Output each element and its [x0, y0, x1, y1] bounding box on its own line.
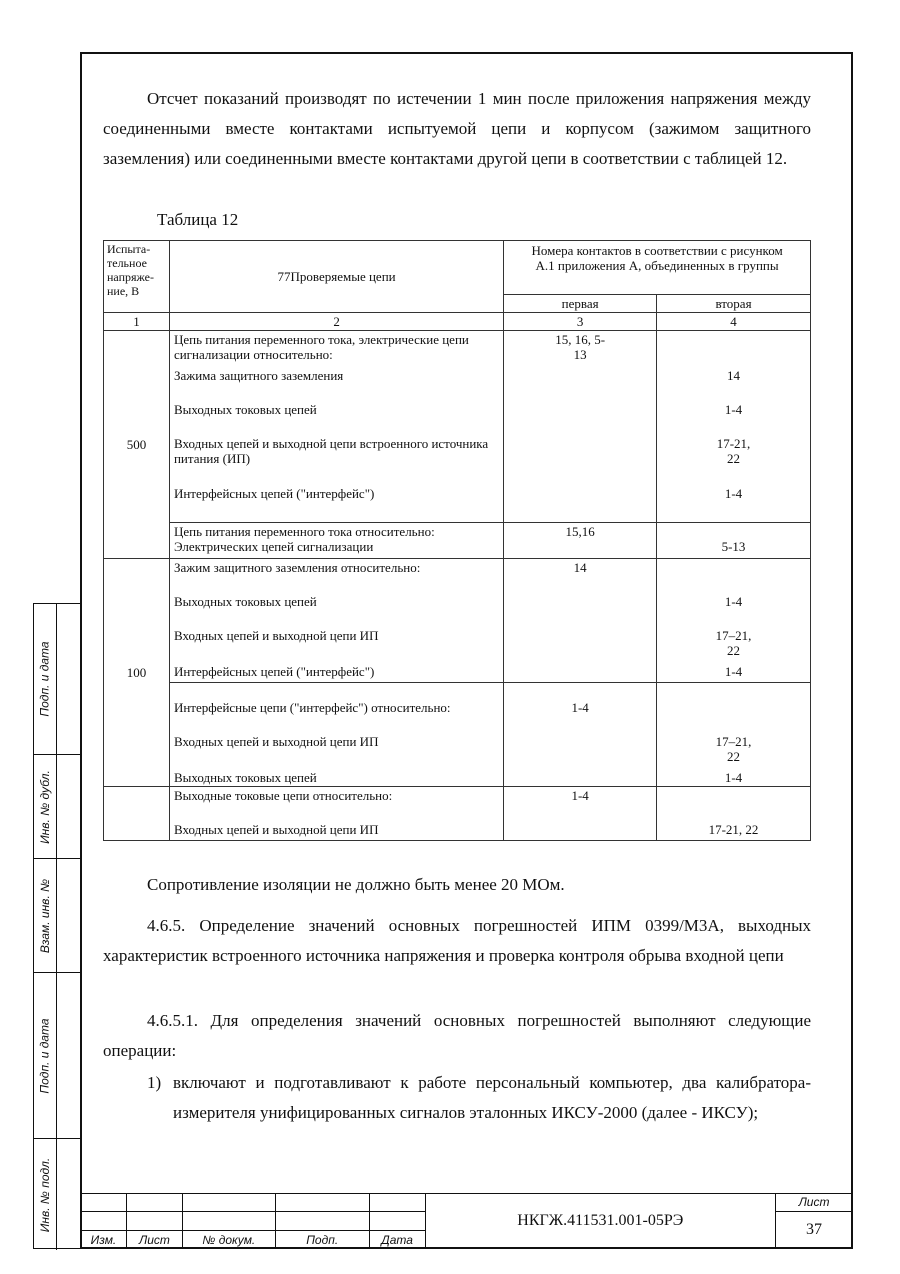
side-cell-4: [34, 972, 82, 1138]
row3-circuits: [169, 559, 503, 683]
stamp-podp: Подп.: [275, 1231, 369, 1249]
side-cell-2: [34, 754, 82, 858]
title-block: [80, 1193, 853, 1249]
row4-text-b: Входных цепей и выходной цепи ИП: [173, 734, 379, 749]
row3-text-c: Входных цепей и выходной цепи ИП: [173, 628, 379, 643]
row4-second-c: 1-4: [724, 770, 743, 785]
side-label-sign-date: Подп. и дата: [38, 641, 52, 717]
header-second: вторая: [657, 295, 811, 313]
list-item-number: 1): [147, 1073, 162, 1092]
row1-first: 15, 16, 5-13: [504, 331, 657, 523]
row5-text-b: Входных цепей и выходной цепи ИП: [173, 822, 379, 837]
row3-second-c: 17–21, 22: [715, 628, 752, 658]
row1-text-d: Входных цепей и выходной цепи встроенного источника питания (ИП): [173, 436, 489, 466]
table-row: [104, 331, 811, 523]
table-12: [103, 240, 811, 841]
page-number: 37: [776, 1211, 853, 1248]
voltage-100: 100: [104, 559, 170, 787]
row3-second-d: 1-4: [724, 664, 743, 679]
row3-text-a: Зажим защитного заземления относительно:: [173, 560, 421, 575]
side-cell-5: [34, 1138, 82, 1250]
row1-text-c: Выходных токовых цепей: [173, 402, 317, 417]
row4-first: 1-4: [504, 683, 657, 787]
row3-text-d: Интерфейсных цепей ("интерфейс"): [173, 664, 375, 679]
row1-text-a: Цепь питания переменного тока, электрические цепи сигнализации относительно:: [173, 332, 469, 362]
paragraph-3: 4.6.5. Определение значений основных погрешностей ИПМ 0399/М3А, выходных характеристик встроенного источника напряжения и проверка контроля обрыва входной цепи: [103, 916, 811, 965]
col-num-3: 3: [504, 313, 657, 331]
col-num-2: 2: [169, 313, 503, 331]
voltage-empty: [104, 787, 170, 841]
table-caption: Таблица 12: [157, 210, 239, 229]
row1-second-e: 1-4: [724, 486, 743, 501]
row1-second: [657, 331, 811, 523]
voltage-500: 500: [104, 331, 170, 559]
row1-text-b: Зажима защитного заземления: [173, 368, 344, 383]
row4-text-a: Интерфейсные цепи ("интерфейс") относительно:: [173, 700, 451, 715]
header-circuits: 77Проверяемые цепи: [169, 241, 503, 313]
row1-circuits: [169, 331, 503, 523]
document-code: НКГЖ.411531.001-05РЭ: [425, 1194, 776, 1249]
row2-first: 15,16: [504, 523, 657, 559]
header-contacts: Номера контактов в соответствии с рисунком А.1 приложения А, объединенных в группы: [504, 241, 811, 295]
table-row: [104, 787, 811, 841]
row2-second-b: 5-13: [721, 539, 746, 554]
row5-circuits: [169, 787, 503, 841]
row3-first: 14: [504, 559, 657, 683]
col-num-4: 4: [657, 313, 811, 331]
row1-second-b: 14: [727, 368, 741, 383]
side-label-orig-inv: Инв. № подл.: [38, 1157, 52, 1233]
side-strip: [33, 603, 82, 1249]
col-num-1: 1: [104, 313, 170, 331]
row1-second-d: 17-21, 22: [716, 436, 751, 466]
row2-text-a: Цепь питания переменного тока относительно:: [173, 524, 435, 539]
row3-second-b: 1-4: [724, 594, 743, 609]
stamp-list: Лист: [126, 1231, 182, 1249]
row3-second: [657, 559, 811, 683]
stamp-izm: Изм.: [81, 1231, 127, 1249]
row4-second: [657, 683, 811, 787]
row2-second: [657, 523, 811, 559]
row5-second-b: 17-21, 22: [708, 822, 759, 837]
row2-circuits: [169, 523, 503, 559]
stamp-data: Дата: [369, 1231, 425, 1249]
stamp-dokum: № докум.: [182, 1231, 275, 1249]
row4-text-c: Выходных токовых цепей: [173, 770, 317, 785]
paragraph-1: Отсчет показаний производят по истечении 1 мин после приложения напряжения между соединенными вместе контактами испытуемой цепи и корпусом (зажимом защитного заземления) или соединенными вместе контактами другой цепи в соответствии с таблицей 12.: [103, 89, 811, 168]
header-voltage: Испыта-тельное напряже-ние, В: [104, 241, 170, 313]
table-row: [104, 559, 811, 683]
paragraph-2: Сопротивление изоляции не должно быть менее 20 МОм.: [147, 875, 565, 894]
table-row: [104, 523, 811, 559]
row5-second: [657, 787, 811, 841]
table-row: [104, 683, 811, 787]
side-label-sign-date-2: Подп. и дата: [38, 1018, 52, 1094]
row3-text-b: Выходных токовых цепей: [173, 594, 317, 609]
list-item-1: включают и подготавливают к работе персональный компьютер, два калибратора-измерителя унифицированных сигналов эталонных ИКСУ-2000 (далее - ИКСУ);: [173, 1073, 811, 1122]
side-cell-1: [34, 604, 82, 754]
sheet-label: Лист: [776, 1194, 853, 1212]
row2-text-b: Электрических цепей сигнализации: [173, 539, 374, 554]
row1-second-c: 1-4: [724, 402, 743, 417]
side-cell-3: [34, 858, 82, 972]
paragraph-4: 4.6.5.1. Для определения значений основных погрешностей выполняют следующие операции:: [103, 1011, 811, 1060]
row5-first: 1-4: [504, 787, 657, 841]
row5-text-a: Выходные токовые цепи относительно:: [173, 788, 393, 803]
side-label-replace-inv: Взам. инв. №: [38, 878, 53, 954]
row4-second-b: 17–21, 22: [715, 734, 752, 764]
side-label-dup-inv: Инв. № дубл.: [38, 770, 52, 844]
row4-circuits: [169, 683, 503, 787]
header-first: первая: [504, 295, 657, 313]
row1-text-e: Интерфейсных цепей ("интерфейс"): [173, 486, 375, 501]
